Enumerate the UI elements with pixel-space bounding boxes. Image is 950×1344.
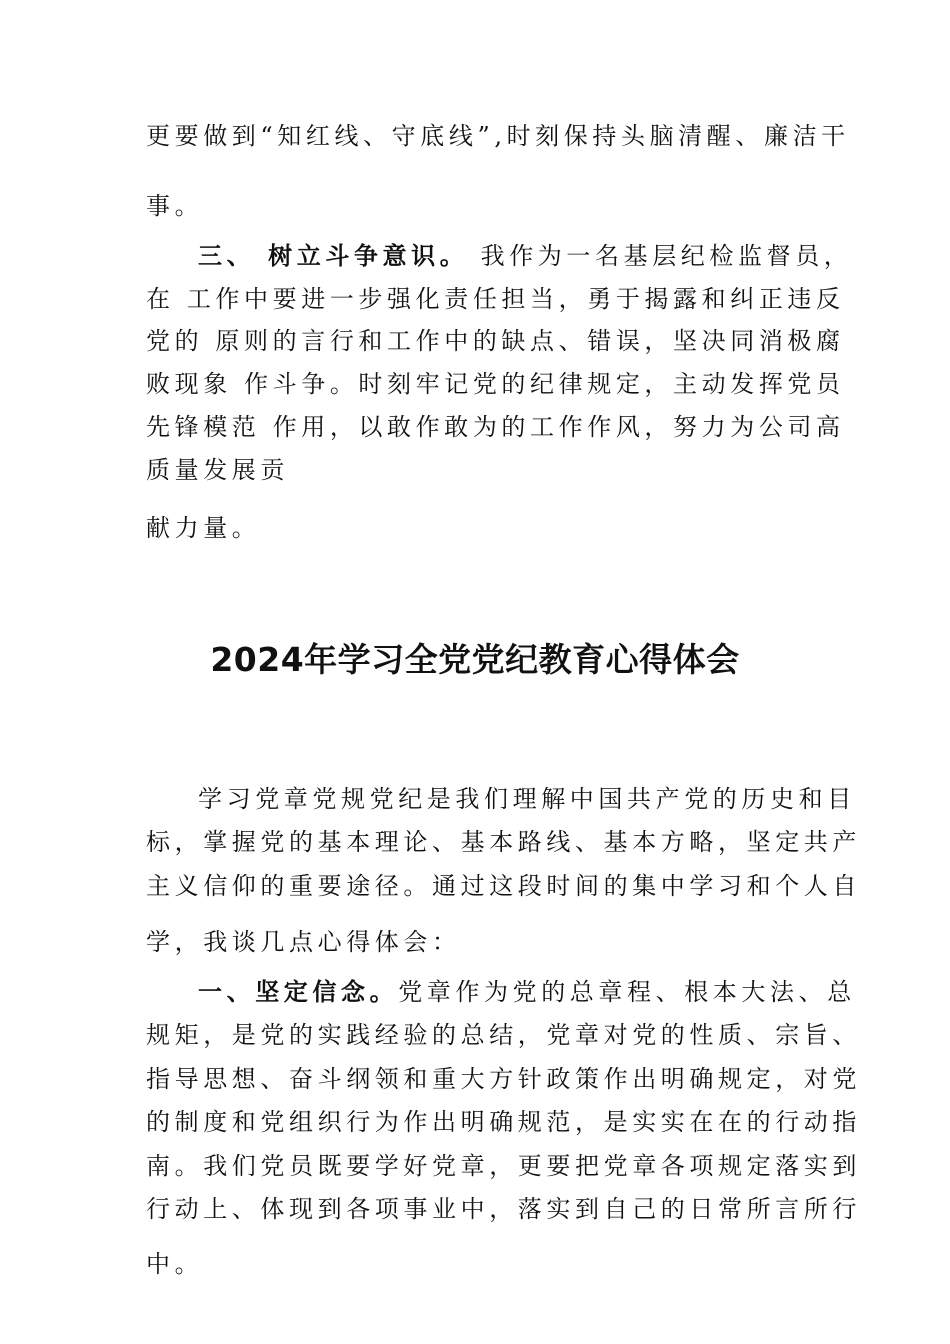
text-line: 南。我们党员既要学好党章，更要把党章各项规定落实到 [146, 1152, 861, 1180]
point-three-heading: 三、 树立斗争意识。 [198, 241, 469, 270]
article-title: 2024年学习全党党纪教育心得体会 [210, 640, 740, 679]
point-three-first-line [198, 241, 853, 271]
text-line: 事。 [146, 192, 204, 220]
text-line: 更要做到“知红线、守底线”,时刻保持头脑清醒、廉洁干 [146, 122, 850, 150]
text-line: 行动上、体现到各项事业中，落实到自己的日常所言所行 [146, 1195, 861, 1223]
text-line: 规矩，是党的实践经验的总结，党章对党的性质、宗旨、 [146, 1021, 861, 1049]
text-line: 学，我谈几点心得体会： [146, 928, 461, 956]
point-one-heading: 一、坚定信念。 [198, 977, 399, 1006]
text-line: 的制度和党组织行为作出明确规范，是实实在在的行动指 [146, 1108, 861, 1136]
text-line: 献力量。 [146, 514, 261, 542]
point-one-first-line [198, 977, 856, 1007]
text-line: 党的 原则的言行和工作中的缺点、错误，坚决同消极腐 [146, 327, 845, 355]
text-line: 主义信仰的重要途径。通过这段时间的集中学习和个人自 [146, 872, 861, 900]
text-line: 先锋模范 作用，以敢作敢为的工作作风，努力为公司高 [146, 413, 845, 441]
text-line: 在 工作中要进一步强化责任担当，勇于揭露和纠正违反 [146, 285, 845, 313]
point-three-text: 我作为一名基层纪检监督员， [480, 242, 853, 270]
intro-first-line: 学习党章党规党纪是我们理解中国共产党的历史和目 [198, 785, 856, 813]
text-line: 败现象 作斗争。时刻牢记党的纪律规定，主动发挥党员 [146, 370, 845, 398]
text-line: 质量发展贡 [146, 456, 289, 484]
text-line: 指导思想、奋斗纲领和重大方针政策作出明确规定，对党 [146, 1065, 861, 1093]
text-line: 标，掌握党的基本理论、基本路线、基本方略，坚定共产 [146, 828, 861, 856]
text-line: 中。 [146, 1250, 204, 1278]
point-one-text: 党章作为党的总章程、根本大法、总 [398, 978, 856, 1006]
